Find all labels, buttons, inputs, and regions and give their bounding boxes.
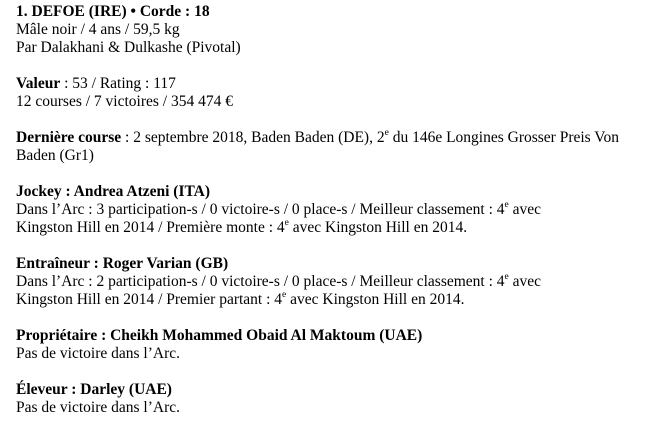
value-record: 12 courses / 7 victoires / 354 474 € [16,93,233,110]
value-label: Valeur [16,75,61,92]
horse-description: Mâle noir / 4 ans / 59,5 kg [16,21,180,38]
last-race-sup: e [384,127,389,138]
last-race-line [16,129,636,165]
value-text: : 53 / Rating : 117 [60,75,176,92]
last-race-text-end: du 146e Longines Grosser Preis Von Baden (Gr1) [16,129,620,164]
owner-text: Pas de victoire dans l’Arc. [16,345,180,362]
owner-heading: Propriétaire : Cheikh Mohammed Obaid Al Maktoum (UAE) [16,327,423,344]
jockey-heading: Jockey : Andrea Atzeni (ITA) [16,183,211,200]
value-line [16,75,636,93]
trainer-line-2: Kingston Hill en 2014 / Premier partant : 4e avec Kingston Hill en 2014. [16,289,465,308]
breeder-text: Pas de victoire dans l’Arc. [16,399,180,416]
jockey-line-2: Kingston Hill en 2014 / Première monte : 4e avec Kingston Hill en 2014. [16,217,468,236]
owner-section [16,327,636,363]
value-section [16,75,636,111]
last-race-text: : 2 septembre 2018, Baden Baden (DE), 2 [121,129,385,146]
horse-profile-document [16,3,636,435]
trainer-line-1: Dans l’Arc : 2 participation-s / 0 victoire-s / 0 place-s / Meilleur classement : 4e avec [16,271,542,290]
horse-heading: 1. DEFOE (IRE) • Corde : 18 [16,3,210,20]
jockey-line-1: Dans l’Arc : 3 participation-s / 0 victoire-s / 0 place-s / Meilleur classement : 4e avec [16,199,542,218]
jockey-section [16,183,636,237]
trainer-section [16,255,636,309]
last-race-label: Dernière course [16,129,122,146]
horse-section [16,3,636,57]
trainer-heading: Entraîneur : Roger Varian (GB) [16,255,229,272]
breeder-heading: Éleveur : Darley (UAE) [16,381,172,398]
breeder-section [16,381,636,417]
last-race-section [16,129,636,165]
horse-breeding: Par Dalakhani & Dulkashe (Pivotal) [16,39,241,56]
